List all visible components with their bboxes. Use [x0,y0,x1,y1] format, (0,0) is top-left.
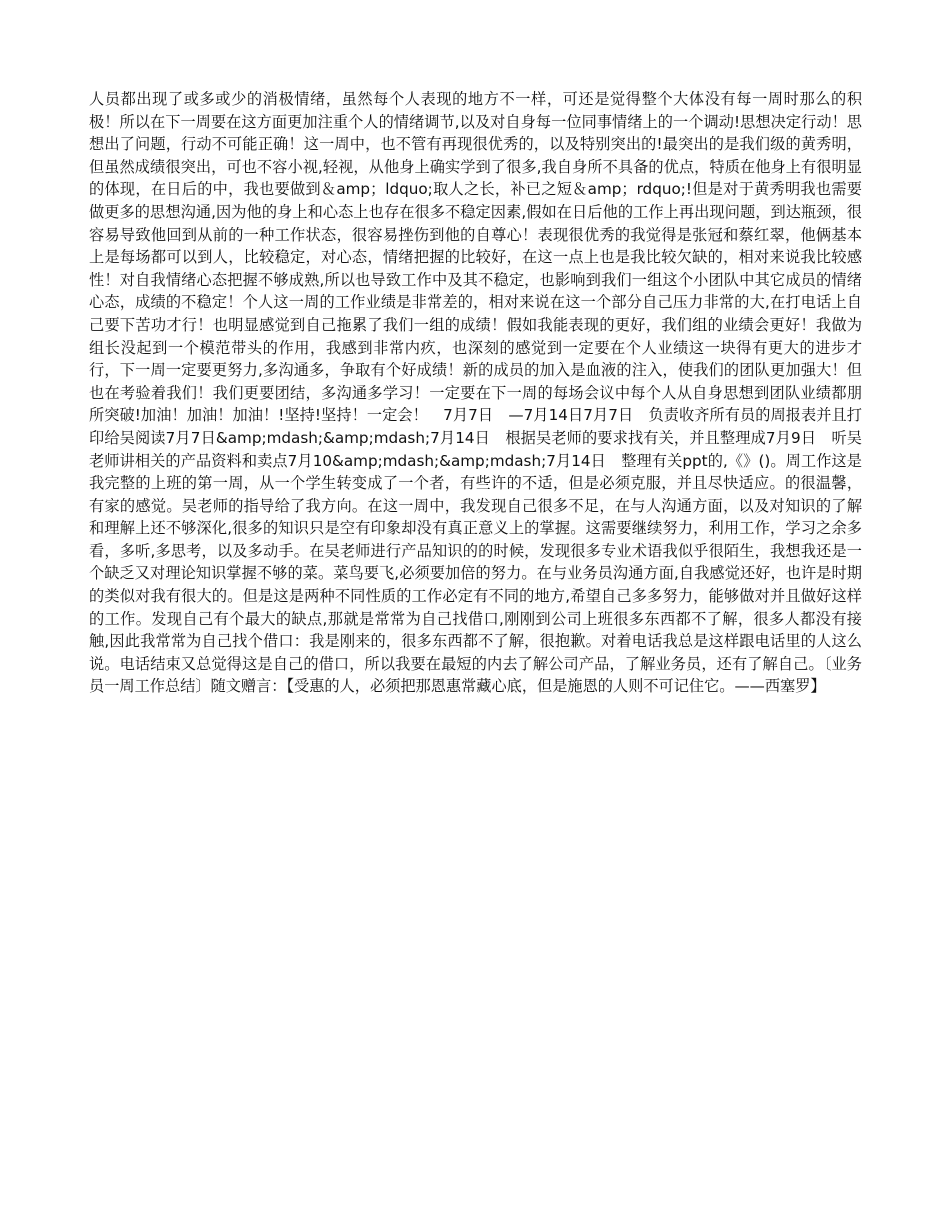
body-paragraph: 人员都出现了或多或少的消极情绪，虽然每个人表现的地方不一样，可还是觉得整个大体没有每一周时那么的积极！所以在下一周要在这方面更加注重个人的情绪调节,以及对自身每一位同事情绪上的一个调动!思想决定行动！思想出了问题，行动不可能正确！这一周中，也不管有再现很优秀的，以及特别突出的!最突出的是我们级的黄秀明，但虽然成绩很突出，可也不容小视,轻视，从他身上确实学到了很多,我自身所不具备的优点，特质在他身上有很明显的体现，在日后的中，我也要做到＆amp；ldquo;取人之长，补已之短＆amp；rdquo;!但是对于黄秀明我也需要做更多的思想沟通,因为他的身上和心态上也存在很多不稳定因素,假如在日后他的工作上再出现问题，到达瓶颈，很容易导致他回到从前的一种工作状态，很容易挫伤到他的自尊心！表现很优秀的我觉得是张冠和蔡红翠，他俩基本上是每场都可以到人，比较稳定，对心态，情绪把握的比较好，在这一点上也是我比较欠缺的，相对来说我比较感性！对自我情绪心态把握不够成熟,所以也导致工作中及其不稳定，也影响到我们一组这个小团队中其它成员的情绪心态，成绩的不稳定！个人这一周的工作业绩是非常差的，相对来说在这一个部分自己压力非常的大,在打电话上自己要下苦功才行！也明显感觉到自己拖累了我们一组的成绩！假如我能表现的更好，我们组的业绩会更好！我做为组长没起到一个模范带头的作用，我感到非常内疚，也深刻的感觉到一定要在个人业绩这一块得有更大的进步才行，下一周一定要更努力,多沟通多，争取有个好成绩！新的成员的加入是血液的注入，使我们的团队更加强大！但也在考验着我们！我们更要团结，多沟通多学习！一定要在下一周的每场会议中每个人从自身思想到团队业绩都朋所突破!加油！加油！加油！!坚持!坚持！一定会！ 7月7日 —7月14日7月7日 负责收齐所有员的周报表并且打印给吴阅读7月7日&amp;mdash;&amp;mdash;7月14日 根据吴老师的要求找有关，并且整理成7月9日 听吴老师讲相关的产品资料和卖点7月10&amp;mdash;&amp;mdash;7月14日 整理有关ppt的,《》()。周工作这是我完整的上班的第一周，从一个学生转变成了一个者，有些许的不适，但是必须克服，并且尽快适应。的很温馨，有家的感觉。吴老师的指导给了我方向。在这一周中，我发现自己很多不足，在与人沟通方面，以及对知识的了解和理解上还不够深化,很多的知识只是空有印象却没有真正意义上的掌握。这需要继续努力，利用工作，学习之余多看，多听,多思考，以及多动手。在吴老师进行产品知识的的时候，发现很多专业术语我似乎很陌生，我想我还是一个缺乏又对理论知识掌握不够的菜。菜鸟要飞,必须要加倍的努力。在与业务员沟通方面,自我感觉还好，也许是时期的类似对我有很大的。但是这是两种不同性质的工作必定有不同的地方,希望自己多多努力，能够做对并且做好这样的工作。发现自己有个最大的缺点,那就是常常为自己找借口,刚刚到公司上班很多东西都不了解，很多人都没有接触,因此我常常为自己找个借口：我是刚来的，很多东西都不了解，很抱歉。对着电话我总是这样跟电话里的人这么说。电话结束又总觉得这是自己的借口，所以我要在最短的内去了解公司产品，了解业务员，还有了解自己。〔业务员一周工作总结〕随文赠言：【受惠的人，必须把那恩惠常藏心底，但是施恩的人则不可记住它。——西塞罗】 [89,90,862,696]
